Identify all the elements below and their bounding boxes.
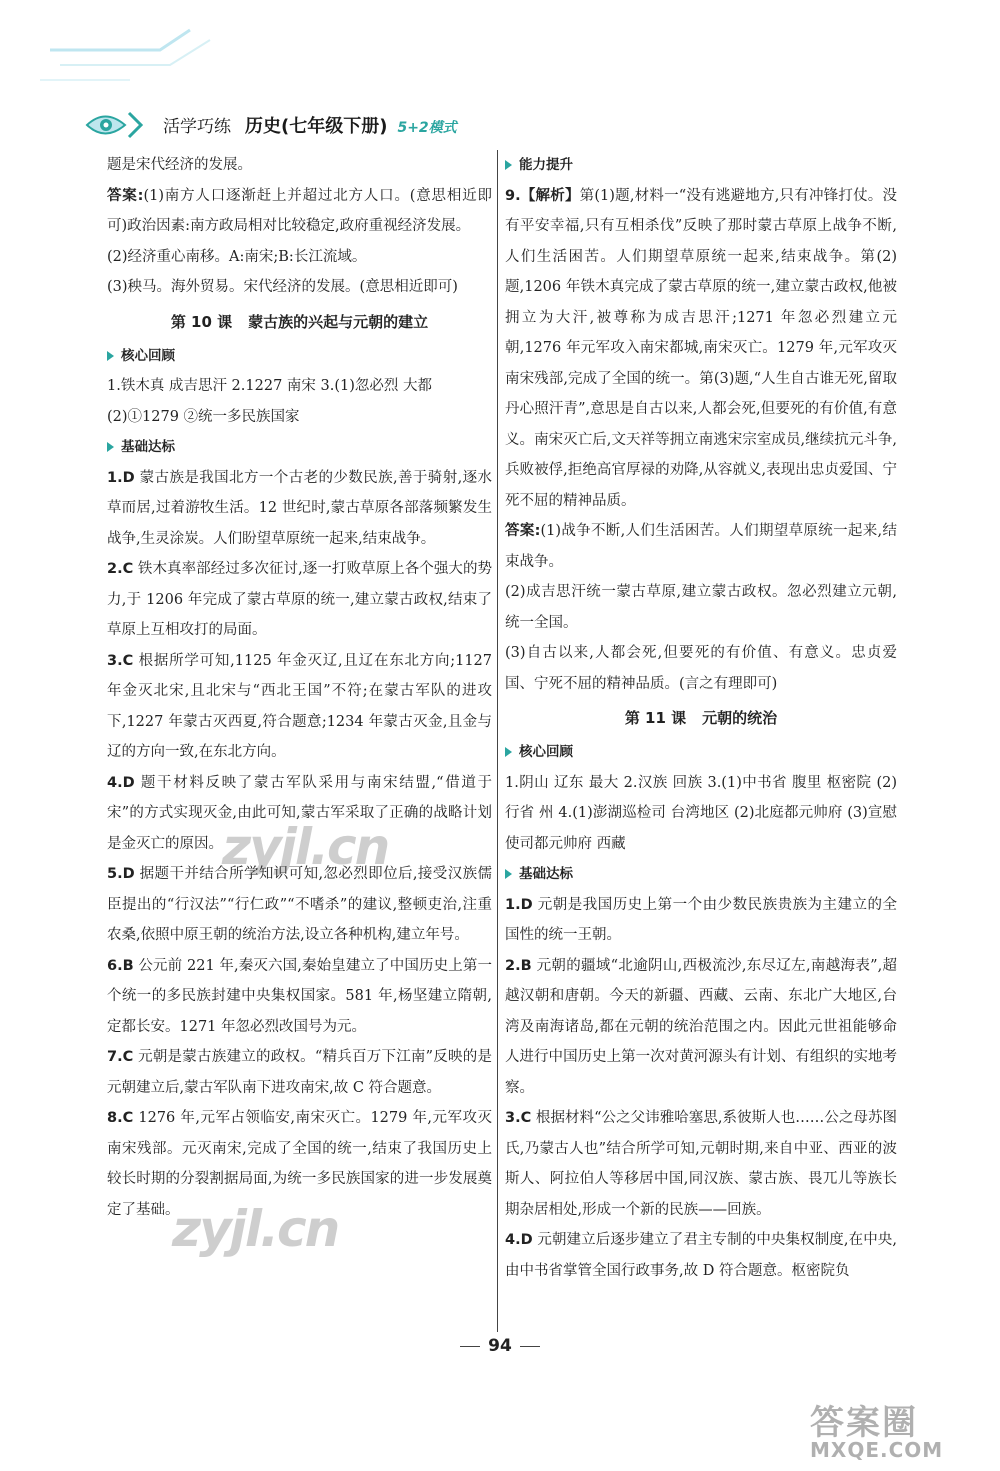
- dash-decoration: [460, 1346, 480, 1347]
- question-text: 据题干并结合所学知识可知,忽必烈即位后,接受汉族儒臣提出的“行汉法”“行仁政”“不嗜杀”的建议,整顿吏治,注重农桑,依照中原王朝的统治方法,设立各种机构,建立年号。: [107, 866, 493, 943]
- answer-block: [505, 516, 897, 577]
- question-item: [107, 463, 492, 555]
- text-line: 1.铁木真 成吉思汗 2.1227 南宋 3.(1)忽必烈 大都: [107, 378, 432, 394]
- watermark-text: zyjl.cn: [172, 1200, 339, 1258]
- triangle-icon: [505, 869, 512, 879]
- question-number: 4.D: [107, 774, 135, 791]
- section-heading: 核心回顾: [107, 341, 492, 372]
- analysis-label: 【解析】: [520, 187, 580, 204]
- eye-logo-icon: [85, 108, 147, 142]
- left-column: [107, 150, 492, 1225]
- section-heading: 核心回顾: [505, 737, 897, 768]
- subject-name: 历史(七年级下册): [245, 116, 388, 137]
- header-title: [163, 112, 457, 138]
- question-number: 7.C: [107, 1049, 134, 1065]
- question-text: 题干材料反映了蒙古军队采用与南宋结盟,“借道于宋”的方式实现灭金,由此可知,蒙古军采取了正确的战略计划是金灭亡的原因。: [107, 774, 492, 852]
- text-line: 题是宋代经济的发展。: [107, 157, 252, 173]
- question-number: 1.D: [107, 469, 135, 486]
- question-item: [107, 951, 492, 1043]
- section-heading: 能力提升: [505, 150, 897, 181]
- section-heading: 基础达标: [107, 432, 492, 463]
- triangle-icon: [107, 442, 114, 452]
- question-item: [107, 554, 492, 646]
- question-text: 第(1)题,材料一“没有逃避地方,只有冲锋打仗。没有平安幸福,只有互相杀伐”反映了那时蒙古草原上战争不断,人们生活困苦。人们期望草原统一起来,结束战争。第(2)题,1206 年铁木真完成了蒙古草原的统一,建立蒙古政权,他被拥立为大汗,被尊称为成吉思汗;1271 年忽必烈建立元朝,1276 年元军攻入南宋都城,南宋灭亡。1279 年,元军攻灭南宋残部,完成了全国的统一。第(3)题,“人生自古谁无死,留取丹心照汗青”,意思是自古以来,人都会死,但要死的有价值,有意义。南宋灭亡后,文天祥等拥立南逃宋宗室成员,继续抗元斗争,兵败被俘,拒绝高官厚禄的劝降,从容就义,表现出忠贞爱国、宁死不屈的精神品质。: [505, 187, 898, 509]
- lesson-name: 元朝的统治: [702, 709, 778, 727]
- question-item: [505, 1225, 897, 1286]
- lesson-number: 第 11 课: [624, 709, 687, 727]
- question-text: 铁木真率部经过多次征讨,逐一打败草原上各个强大的势力,于 1206 年完成了蒙古草原的统一,建立蒙古政权,结束了草原上互相攻打的局面。: [107, 561, 492, 638]
- answer-text: (3)自古以来,人都会死,但要死的有价值、有意义。忠贞爱国、宁死不屈的精神品质。(言之有理即可): [505, 645, 897, 692]
- answer-text: (2)成吉思汗统一蒙古草原,建立蒙古政权。忽必烈建立元朝,统一全国。: [505, 584, 897, 631]
- answer-text: (1)南方人口逐渐赶上并超过北方人口。(意思相近即可)政治因素:南方政局相对比较稳定,政府重视经济发展。: [107, 187, 492, 234]
- question-text: 根据材料“公之父讳雅哈塞思,系彼斯人也……公之母苏图氏,乃蒙古人也”结合所学可知,元朝时期,来自中亚、西亚的波斯人、阿拉伯人等移居中国,同汉族、蒙古族、畏兀儿等族长期杂居相处,形成一个新的民族——回族。: [505, 1110, 897, 1218]
- watermark-logo-text: 答案圈: [810, 1403, 918, 1443]
- answer-label: 答案:: [505, 523, 541, 539]
- corner-watermark: [810, 1395, 990, 1465]
- page-number: 94: [0, 1336, 1000, 1356]
- question-text: 元朝建立后逐步建立了君主专制的中央集权制度,在中央,由中书省掌管全国行政事务,故 D 符合题意。枢密院负: [505, 1232, 898, 1279]
- answer-text: (2)经济重心南移。A:南宋;B:长江流域。: [107, 248, 367, 265]
- question-number: 6.B: [107, 957, 134, 974]
- question-item: [505, 951, 897, 1104]
- column-divider: [497, 150, 498, 1332]
- question-text: 元朝是蒙古族建立的政权。“精兵百万下江南”反映的是元朝建立后,蒙古军队南下进攻南宋,故 C 符合题意。: [107, 1049, 492, 1096]
- text-line: (2)①1279 ②统一多民族国家: [107, 408, 300, 425]
- triangle-icon: [107, 351, 114, 361]
- right-column: [505, 150, 897, 1286]
- question-text: 公元前 221 年,秦灭六国,秦始皇建立了中国历史上第一个统一的多民族封建中央集权国家。581 年,杨坚建立隋朝,定都长安。1271 年忽必烈改国号为元。: [107, 957, 492, 1035]
- answer-text: (3)秧马。海外贸易。宋代经济的发展。(意思相近即可): [107, 279, 458, 295]
- text-line: 1.阴山 辽东 最大 2.汉族 回族 3.(1)中书省 腹里 枢密院 (2)行省 州 4.(1)澎湖巡检司 台湾地区 (2)北庭都元帅府 (3)宣慰使司都元帅府 西藏: [505, 774, 897, 852]
- answer-text: (1)战争不断,人们生活困苦。人们期望草原统一起来,结束战争。: [505, 523, 897, 570]
- question-number: 3.C: [505, 1110, 532, 1126]
- question-number: 4.D: [505, 1232, 533, 1248]
- question-number: 5.D: [107, 866, 135, 882]
- question-number: 2.B: [505, 957, 532, 974]
- question-item: [505, 181, 897, 517]
- question-text: 元朝是我国历史上第一个由少数民族贵族为主建立的全国性的统一王朝。: [505, 896, 898, 943]
- question-item: [107, 646, 492, 768]
- lesson-title: [107, 303, 492, 341]
- question-text: 根据所学可知,1125 年金灭辽,且辽在东北方向;1127 年金灭北宋,且北宋与“西北王国”不符;在蒙古军队的进攻下,1227 年蒙古灭西夏,符合题意;1234 年蒙古灭金,且金与辽的方向一致,在东北方向。: [107, 652, 493, 760]
- triangle-icon: [505, 747, 512, 757]
- watermark-url: MXQE.COM: [810, 1438, 944, 1462]
- answer-block: [107, 181, 492, 242]
- series-name: 活学巧练: [163, 117, 231, 137]
- question-text: 元朝的疆域“北逾阴山,西极流沙,东尽辽左,南越海表”,超越汉朝和唐朝。今天的新疆、西藏、云南、东北广大地区,台湾及南海诸岛,都在元朝的统治范围之内。因此元世祖能够命人进行中国历史上第一次对黄河源头有计划、有组织的实地考察。: [505, 957, 898, 1096]
- mode-badge: 5+2模式: [397, 120, 457, 136]
- section-heading: 基础达标: [505, 859, 897, 890]
- question-number: 8.C: [107, 1110, 134, 1126]
- question-number: 1.D: [505, 896, 533, 913]
- question-item: [107, 1042, 492, 1103]
- answer-label: 答案:: [107, 187, 144, 204]
- question-text: 蒙古族是我国北方一个古老的少数民族,善于骑射,逐水草而居,过着游牧生活。12 世纪时,蒙古草原各部落频繁发生战争,生灵涂炭。人们盼望草原统一起来,结束战争。: [107, 469, 493, 547]
- question-item: [505, 890, 897, 951]
- triangle-icon: [505, 160, 512, 170]
- question-text: 1276 年,元军占领临安,南宋灭亡。1279 年,元军攻灭南宋残部。元灭南宋,完成了全国的统一,结束了我国历史上较长时期的分裂割据局面,为统一多民族国家的进一步发展奠定了基础。: [107, 1110, 492, 1218]
- lesson-number: 第 10 课: [170, 312, 233, 331]
- watermark-text: zyjl.cn: [222, 818, 389, 876]
- page-header: [85, 108, 645, 144]
- question-number: 9.: [505, 187, 521, 204]
- dash-decoration: [520, 1346, 540, 1347]
- question-number: 2.C: [107, 561, 134, 577]
- lesson-title: [505, 699, 897, 737]
- question-item: [505, 1103, 897, 1225]
- question-number: 3.C: [107, 652, 134, 669]
- lesson-name: 蒙古族的兴起与元朝的建立: [248, 312, 429, 331]
